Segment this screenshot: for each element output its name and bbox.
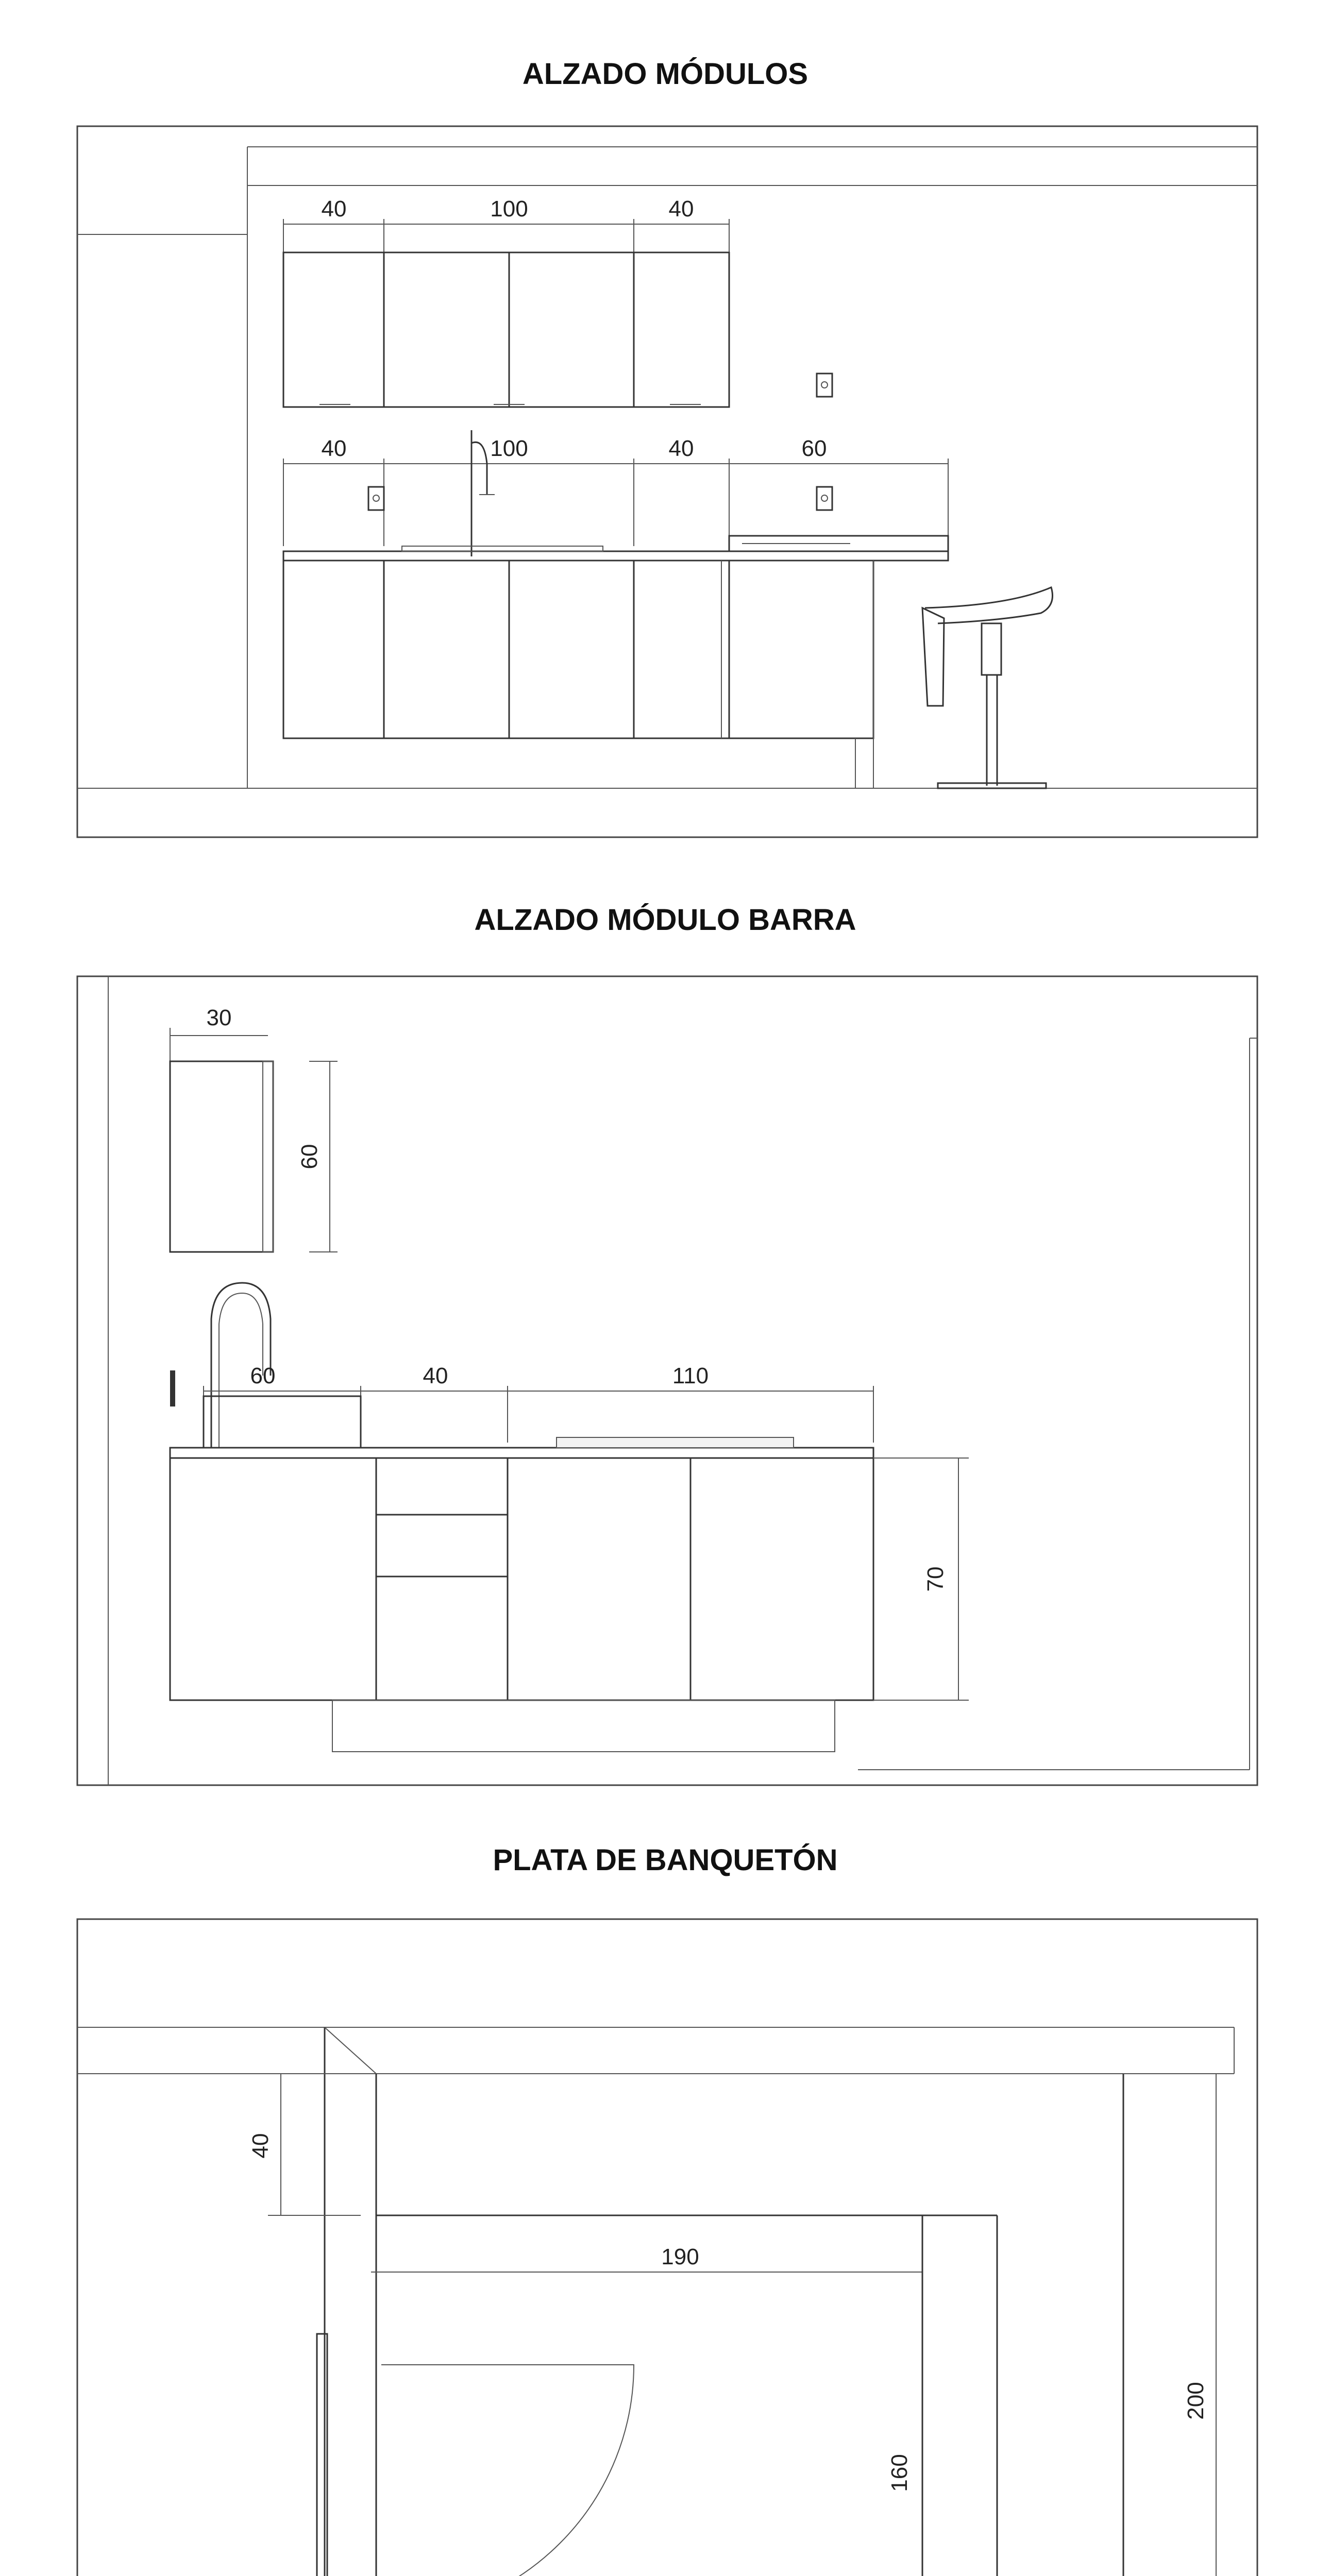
- dim-platform-left: 40: [248, 2133, 273, 2159]
- dim-lower-center: 100: [490, 436, 528, 461]
- section-elevation-modules: [77, 57, 1257, 837]
- dim-upper-right: 40: [668, 196, 694, 222]
- countertop: [283, 551, 948, 561]
- sink: [204, 1396, 361, 1448]
- dim-lower-left: 40: [321, 436, 347, 461]
- counter-dimension-line: [204, 1363, 873, 1443]
- dim-drawers: 40: [423, 1363, 448, 1388]
- outlet-icon: [817, 487, 832, 510]
- dim-top-width: 30: [206, 1005, 232, 1030]
- section-title-elevation-bar: ALZADO MÓDULO BARRA: [474, 903, 856, 937]
- dim-lower-cooktop: 60: [801, 436, 827, 461]
- countertop: [170, 1448, 873, 1458]
- door-swing-icon: [317, 2334, 634, 2576]
- outlet-icon: [817, 374, 832, 397]
- section-platform-plan: [77, 1843, 1257, 2576]
- drawing-frame: [77, 126, 1257, 837]
- dim-base-height: 70: [923, 1566, 948, 1592]
- section-title-elevation-modules: ALZADO MÓDULOS: [522, 57, 808, 91]
- base-cabinets: [170, 1458, 873, 1752]
- dim-platform-inner-height: 160: [887, 2454, 912, 2492]
- dim-wall-cabinet-height: 60: [297, 1144, 322, 1170]
- section-elevation-bar: [77, 903, 1257, 1785]
- outlet-icon: [368, 487, 384, 510]
- section-title-platform-plan: PLATA DE BANQUETÓN: [493, 1843, 838, 1877]
- bar-stool-icon: [922, 587, 1053, 788]
- dim-platform-total-height: 200: [1183, 2382, 1208, 2420]
- cooktop: [557, 1437, 794, 1448]
- wall-cabinet: [170, 1061, 273, 1252]
- base-cabinets: [283, 561, 873, 788]
- dim-upper-left: 40: [321, 196, 347, 222]
- dim-platform-width: 190: [661, 2244, 699, 2269]
- upper-cabinets: [283, 252, 729, 407]
- upper-dimension-line: [283, 196, 729, 252]
- platform-outline: [376, 2074, 1224, 2576]
- dim-lower-right: 40: [668, 436, 694, 461]
- dim-sink: 60: [250, 1363, 276, 1388]
- dim-cooktop: 110: [672, 1363, 709, 1388]
- dim-upper-center: 100: [490, 196, 528, 222]
